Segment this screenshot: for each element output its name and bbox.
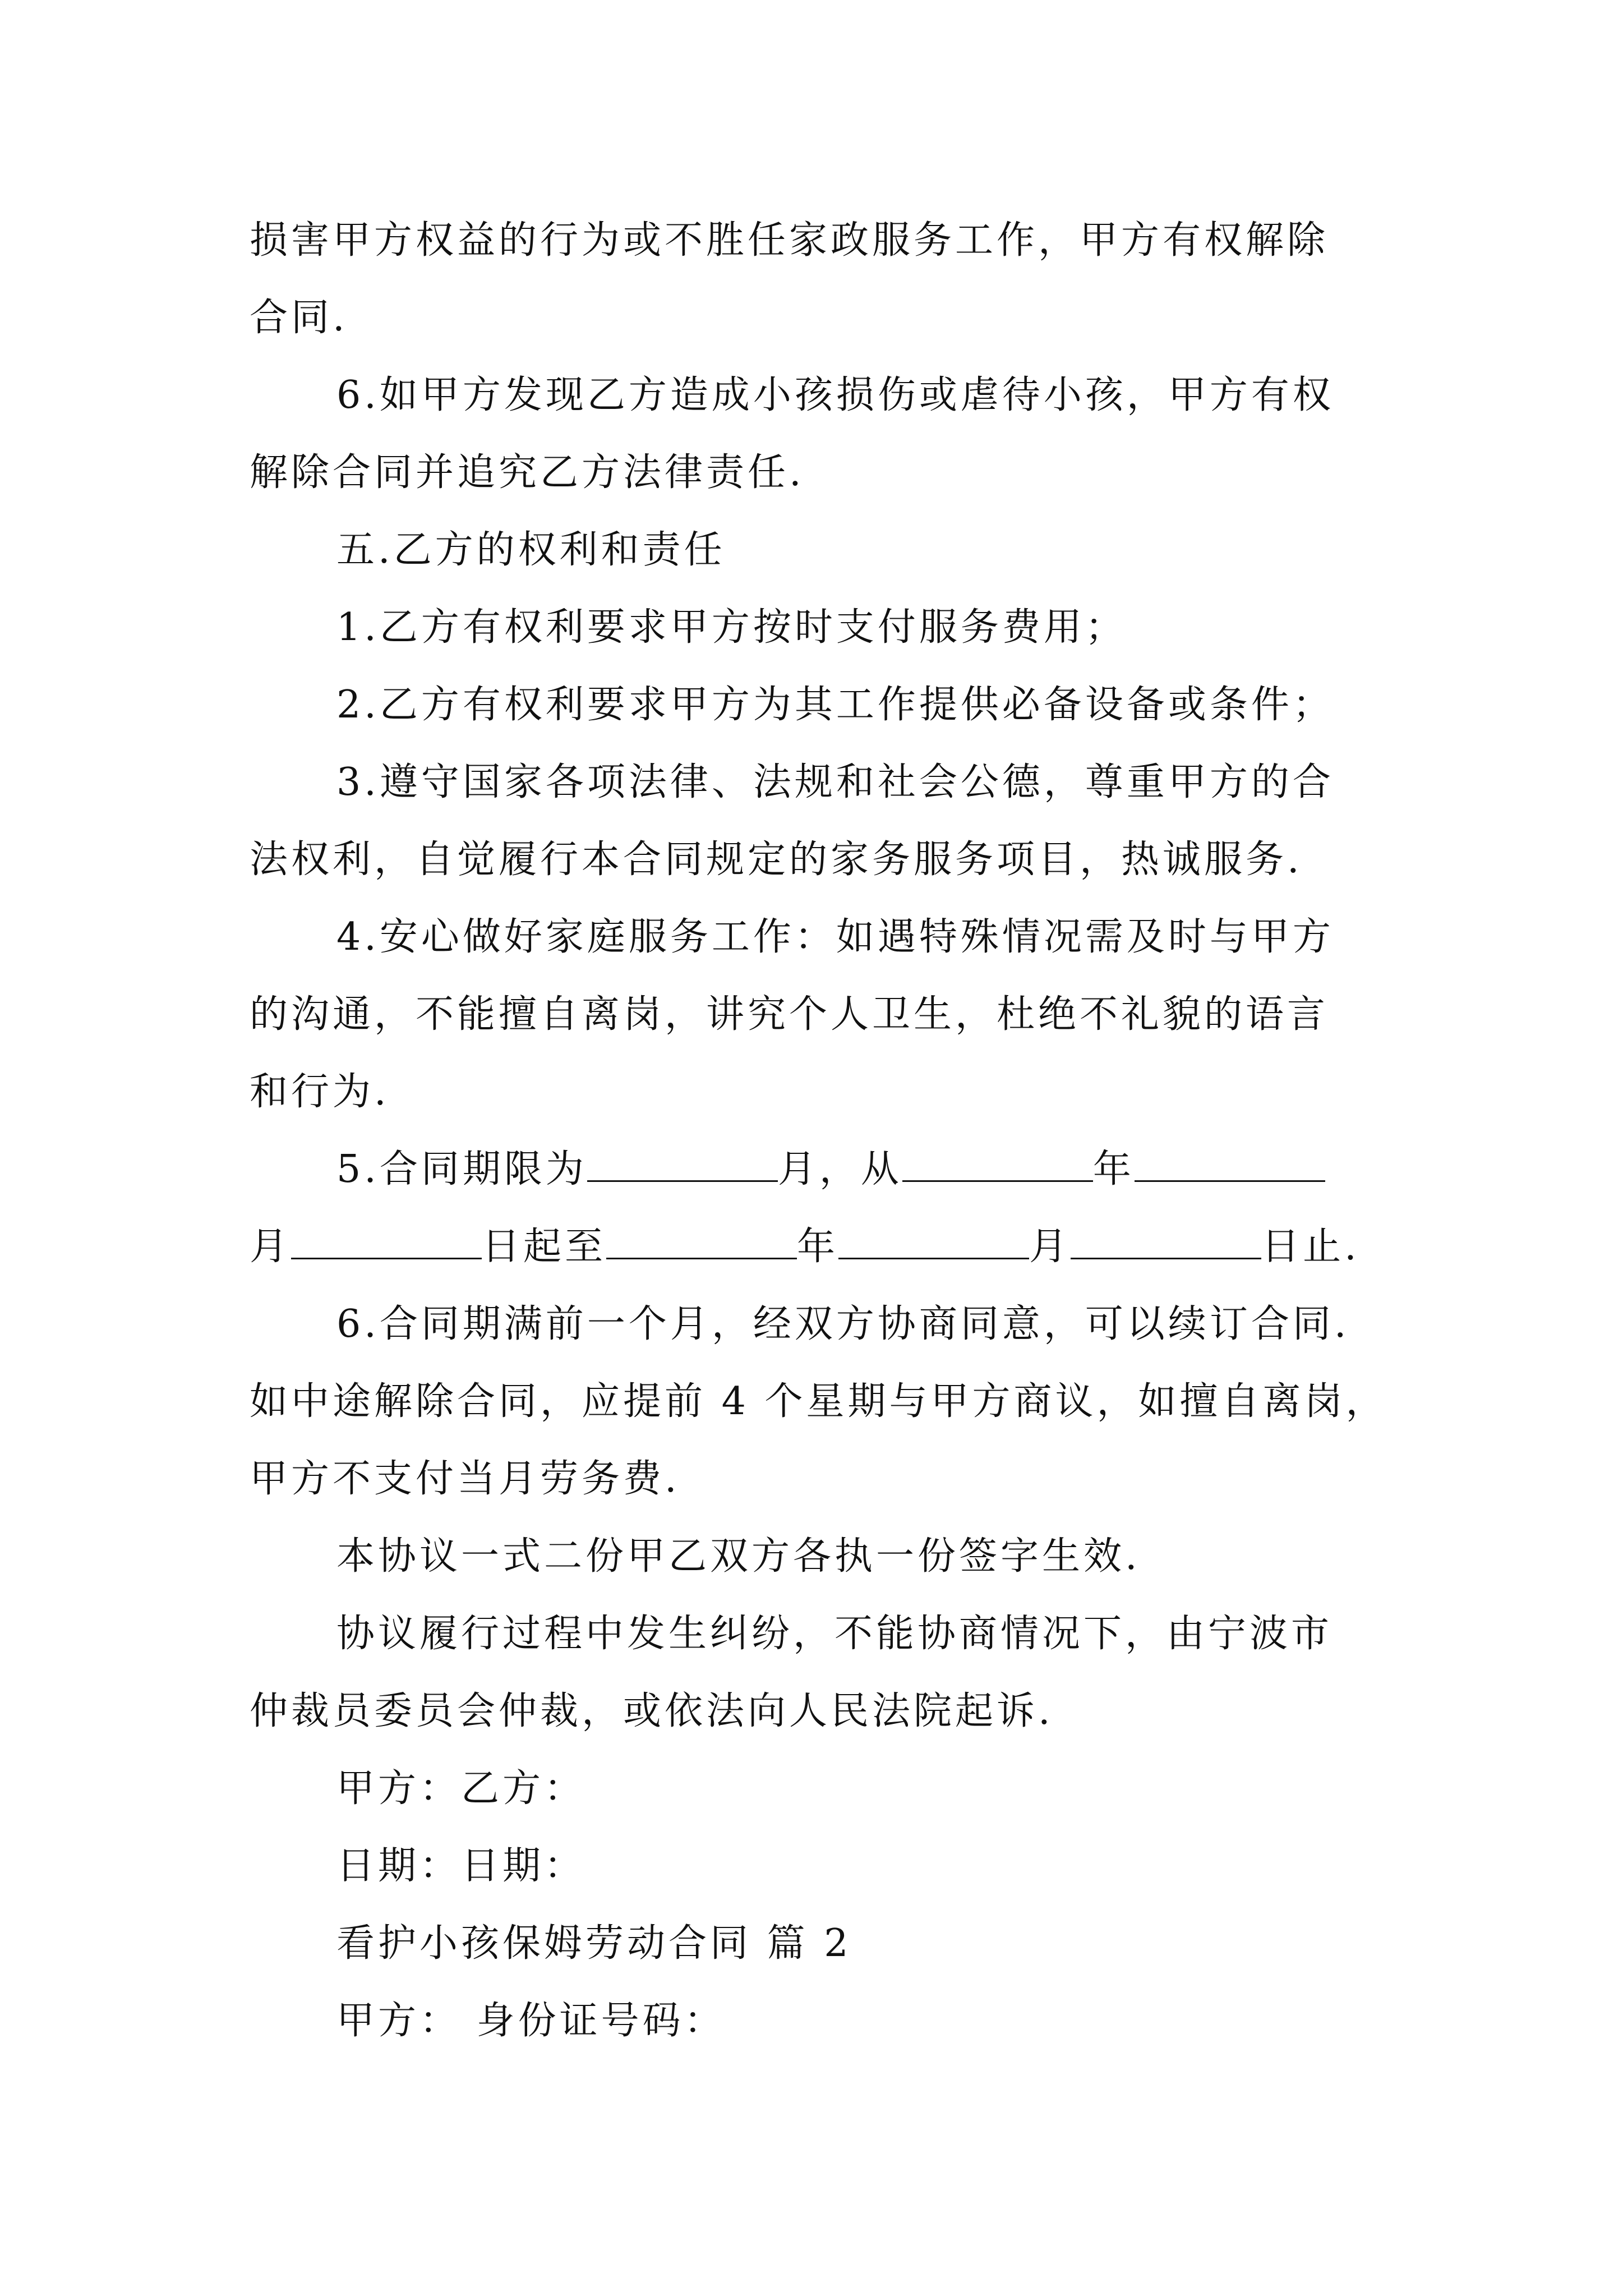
paragraph-line: 如中途解除合同，应提前 4 个星期与甲方商议，如擅自离岗， — [250, 1379, 1387, 1424]
paragraph-line: 的沟通，不能擅自离岗，讲究个人卫生，杜绝不礼貌的语言 — [250, 992, 1329, 1037]
contract-2-title: 看护小孩保姆劳动合同 篇 2 — [336, 1921, 852, 1966]
fill-blank[interactable] — [1135, 1148, 1325, 1182]
text-fragment: 年 — [797, 1225, 839, 1269]
agreement-copies-line: 本协议一式二份甲乙双方各执一份签字生效. — [336, 1534, 1141, 1579]
text-fragment: 月 — [250, 1225, 292, 1269]
fill-blank[interactable] — [606, 1225, 797, 1259]
clause-3-line: 3.遵守国家各项法律、法规和社会公德，尊重甲方的合 — [336, 760, 1334, 804]
paragraph-line: 甲方不支付当月劳务费. — [250, 1457, 680, 1501]
fill-blank[interactable] — [838, 1225, 1029, 1259]
text-fragment: 5.合同期限为 — [336, 1147, 587, 1191]
party-a-id-line: 甲方： 身份证号码： — [336, 1999, 726, 2043]
fill-blank[interactable] — [291, 1225, 482, 1259]
signature-parties-line: 甲方：乙方： — [336, 1766, 586, 1811]
dispute-line: 协议履行过程中发生纠纷，不能协商情况下，由宁波市 — [336, 1612, 1333, 1656]
clause-5-date-line — [250, 1208, 1377, 1286]
section-heading: 五.乙方的权利和责任 — [336, 528, 726, 572]
fill-blank[interactable] — [587, 1148, 778, 1182]
text-fragment: 日止. — [1261, 1225, 1360, 1269]
clause-5-line — [250, 1131, 1377, 1208]
signature-dates-line: 日期：日期： — [336, 1844, 586, 1888]
paragraph-line: 合同. — [250, 296, 348, 340]
clause-2-line: 2.乙方有权利要求甲方为其工作提供必备设备或条件； — [336, 683, 1334, 727]
text-fragment: 日起至 — [482, 1225, 607, 1269]
paragraph-line: 损害甲方权益的行为或不胜任家政服务工作，甲方有权解除 — [250, 218, 1329, 263]
paragraph-line: 法权利，自觉履行本合同规定的家务服务项目，热诚服务. — [250, 838, 1303, 882]
clause-1-line: 1.乙方有权利要求甲方按时支付服务费用； — [336, 605, 1127, 650]
document-body — [250, 202, 1387, 2060]
fill-blank[interactable] — [902, 1148, 1093, 1182]
text-fragment: 月，从 — [777, 1147, 902, 1191]
fill-blank[interactable] — [1071, 1225, 1261, 1259]
text-fragment: 月 — [1029, 1225, 1071, 1269]
clause-6-line: 6.如甲方发现乙方造成小孩损伤或虐待小孩，甲方有权 — [336, 373, 1334, 417]
paragraph-line: 解除合同并追究乙方法律责任. — [250, 450, 805, 495]
text-fragment: 年 — [1092, 1147, 1135, 1191]
paragraph-line: 仲裁员委员会仲裁，或依法向人民法院起诉. — [250, 1689, 1054, 1733]
clause-4-line: 4.安心做好家庭服务工作：如遇特殊情况需及时与甲方 — [336, 915, 1334, 959]
clause-6b-line: 6.合同期满前一个月，经双方协商同意，可以续订合同. — [336, 1302, 1350, 1346]
paragraph-line: 和行为. — [250, 1070, 390, 1114]
